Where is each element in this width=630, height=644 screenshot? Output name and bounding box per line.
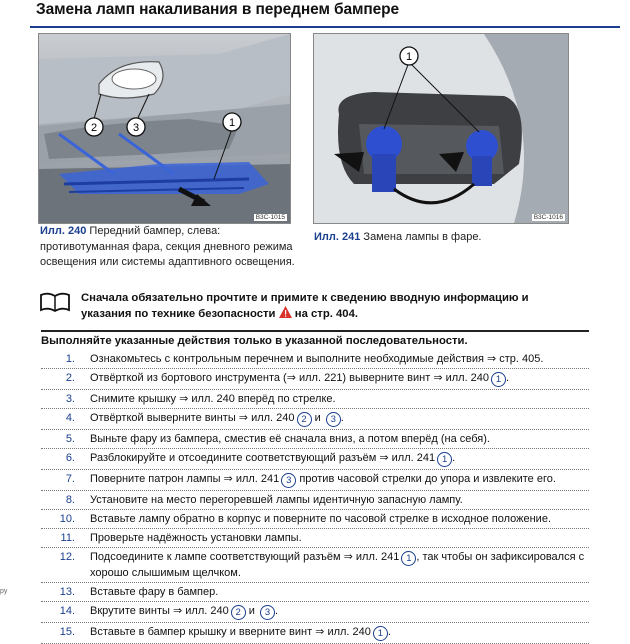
callout-ref[interactable]: 2 — [231, 605, 246, 620]
step-row — [41, 510, 589, 529]
step-text: Вкрутите винты ⇒ илл. 240 2 и 3 . — [90, 605, 279, 618]
notice-text: Сначала обязательно прочтите и примите к сведению вводную информацию и указания по технике безопасности — [81, 292, 529, 320]
step-row — [41, 390, 589, 409]
step-number: 2. — [65, 372, 75, 384]
step-row — [41, 583, 589, 602]
step-text: Подсоедините к лампе соответствующий разъём ⇒ илл. 241 1 , так чтобы он зафиксировался с хорошо слышимым щелчком. — [90, 551, 585, 579]
step-text: Отвёрткой выверните винты ⇒ илл. 240 2 и 3 . — [90, 412, 344, 425]
caption-text: Замена лампы в фаре. — [363, 231, 482, 243]
steps-list — [41, 350, 589, 644]
page-title: Замена ламп накаливания в переднем бампере — [36, 1, 400, 18]
step-number: 10. — [59, 513, 75, 525]
step-text: Выньте фару из бампера, сместив её сначала вниз, а потом вперёд (на себя). — [90, 433, 490, 445]
step-text: Поверните патрон лампы ⇒ илл. 241 3 против часовой стрелки до упора и извлеките его. — [90, 473, 556, 486]
callout-ref[interactable]: 3 — [326, 412, 341, 427]
step-number: 13. — [59, 586, 75, 598]
step-text: Установите на место перегоревшей лампы идентичную запасную лампу. — [90, 494, 463, 506]
callout-1: 1 — [405, 51, 413, 63]
warning-icon — [279, 306, 292, 323]
figure-241-caption — [314, 230, 574, 246]
figure-code: B3C-1015 — [255, 214, 285, 221]
caption-label: Илл. 241 — [314, 231, 361, 243]
step-number: 14. — [59, 605, 75, 617]
callout-ref[interactable]: 1 — [401, 551, 416, 566]
step-text: Проверьте надёжность установки лампы. — [90, 532, 302, 544]
callout-3: 3 — [132, 122, 140, 134]
step-text: Вставьте лампу обратно в корпус и поверните по часовой стрелке в исходное положение. — [90, 513, 551, 525]
step-text: Вставьте фару в бампер. — [90, 586, 219, 598]
step-number: 4. — [65, 412, 75, 424]
step-row — [41, 350, 589, 369]
callout-ref[interactable]: 1 — [491, 372, 506, 387]
step-row — [41, 529, 589, 548]
step-row — [41, 409, 589, 430]
step-row — [41, 548, 589, 583]
step-number: 6. — [65, 452, 75, 464]
step-row — [41, 623, 589, 644]
step-row — [41, 369, 589, 390]
callout-2: 2 — [90, 122, 98, 134]
step-text: Разблокируйте и отсоедините соответствующий разъём ⇒ илл. 241 1 . — [90, 452, 456, 465]
book-icon — [39, 292, 71, 317]
edge-text: ру — [0, 588, 8, 595]
step-number: 15. — [59, 626, 75, 638]
step-number: 1. — [65, 353, 75, 365]
step-row — [41, 449, 589, 470]
step-text: Отвёрткой из бортового инструмента (⇒ илл. 221) выверните винт ⇒ илл. 240 1 . — [90, 372, 510, 385]
safety-notice — [81, 290, 571, 323]
step-row — [41, 430, 589, 449]
figure-front-bumper — [38, 33, 291, 224]
callout-1: 1 — [228, 117, 236, 129]
step-text: Ознакомьтесь с контрольным перечнем и выполните необходимые действия ⇒ стр. 405. — [90, 353, 544, 365]
step-row — [41, 602, 589, 623]
step-number: 3. — [65, 393, 75, 405]
figure-240-caption — [40, 224, 295, 271]
step-number: 8. — [65, 494, 75, 506]
callout-ref[interactable]: 1 — [437, 452, 452, 467]
step-row — [41, 470, 589, 491]
notice-page-ref: на стр. 404. — [294, 308, 358, 320]
step-number: 12. — [59, 551, 75, 563]
front-bumper-illustration — [39, 34, 290, 223]
headlamp-illustration — [314, 34, 568, 223]
step-number: 11. — [60, 532, 75, 544]
callout-ref[interactable]: 2 — [297, 412, 312, 427]
caption-text: Передний бампер, слева: противотуманная фара, секция дневного режима освещения или системы адаптивного освещения. — [40, 225, 295, 268]
step-text: Снимите крышку ⇒ илл. 240 вперёд по стрелке. — [90, 393, 336, 405]
callout-ref[interactable]: 3 — [260, 605, 275, 620]
step-number: 7. — [65, 473, 75, 485]
step-text: Вставьте в бампер крышку и вверните винт ⇒ илл. 240 1 . — [90, 626, 391, 639]
steps-header: Выполняйте указанные действия только в указанной последовательности. — [41, 330, 589, 347]
step-row — [41, 491, 589, 510]
callout-ref[interactable]: 3 — [281, 473, 296, 488]
caption-label: Илл. 240 — [40, 225, 87, 237]
figure-headlamp — [313, 33, 569, 224]
figure-code: B3C-1016 — [533, 214, 563, 221]
step-number: 5. — [65, 433, 75, 445]
callout-ref[interactable]: 1 — [373, 626, 388, 641]
